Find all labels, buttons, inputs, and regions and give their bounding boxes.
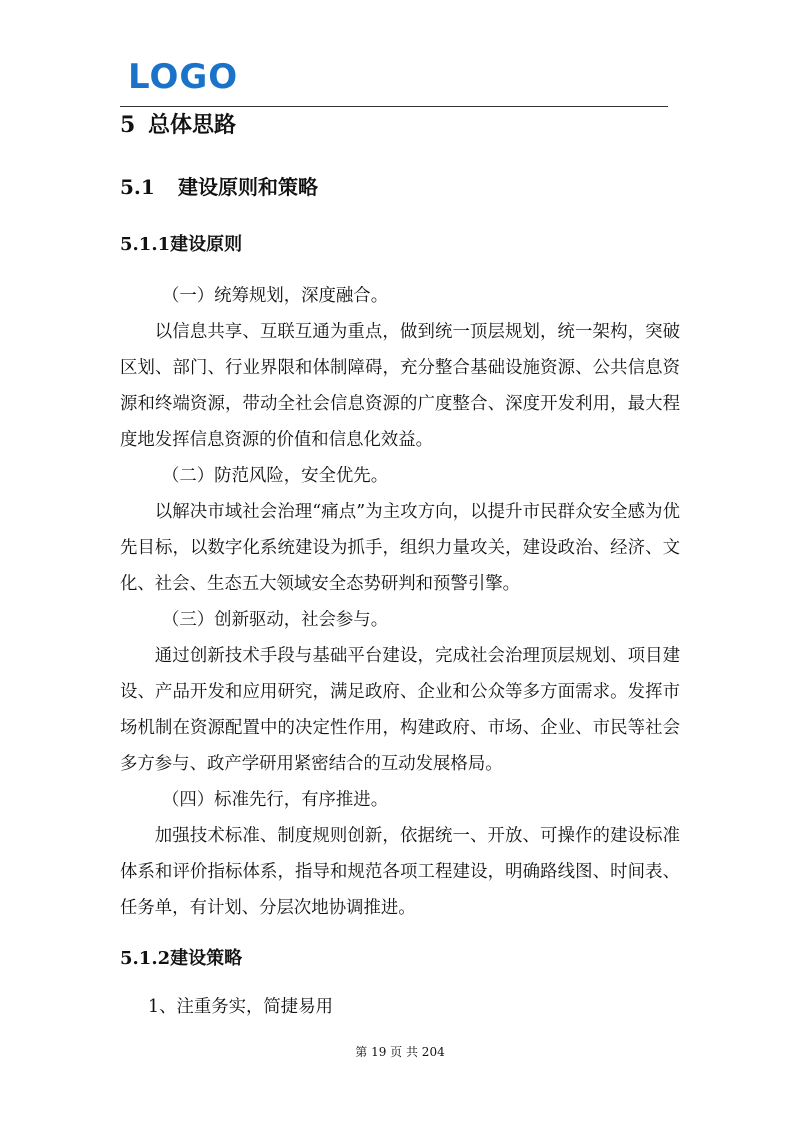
chapter-number: 5 [120, 112, 136, 138]
principle-body: 以解决市域社会治理“痛点”为主攻方向，以提升市民群众安全感为优先目标，以数字化系统建设为抓手，组织力量攻关，建设政治、经济、文化、社会、生态五大领域安全态势研判和预警引擎。 [120, 502, 680, 594]
principle-body: 以信息共享、互联互通为重点，做到统一顶层规划，统一架构，突破区划、部门、行业界限和体制障碍，充分整合基础设施资源、公共信息资源和终端资源，带动全社会信息资源的广度整合、深度开发利用，最大程度地发挥信息资源的价值和信息化效益。 [120, 322, 680, 450]
principle-title: （三）创新驱动，社会参与。 [162, 610, 389, 630]
subsection-title: 建设原则 [170, 234, 243, 255]
chapter-heading [120, 110, 236, 140]
principle-title: （一）统筹规划，深度融合。 [162, 286, 389, 306]
subsection-number: 5.1.1 [120, 234, 171, 255]
subsection-title: 建设策略 [170, 948, 243, 969]
header-divider [120, 106, 668, 107]
principle-body: 加强技术标准、制度规则创新，依据统一、开放、可操作的建设标准体系和评价指标体系，指导和规范各项工程建设，明确路线图、时间表、任务单，有计划、分层次地协调推进。 [120, 826, 680, 918]
subsection-number: 5.1.2 [120, 948, 171, 969]
principles-content [120, 278, 680, 926]
subsection-heading-512 [120, 944, 242, 974]
logo: LOGO [128, 57, 239, 97]
principle-title: （四）标准先行，有序推进。 [162, 790, 389, 810]
strategy-item: 1、注重务实，简捷易用 [148, 997, 333, 1017]
section-heading [120, 172, 318, 202]
section-number: 5.1 [120, 175, 155, 199]
page-footer: 第 19 页 共 204 [355, 1045, 445, 1059]
section-title: 建设原则和策略 [178, 175, 318, 199]
principle-title: （二）防范风险，安全优先。 [162, 466, 389, 486]
subsection-heading-511 [120, 230, 242, 260]
principle-body: 通过创新技术手段与基础平台建设，完成社会治理顶层规划、项目建设、产品开发和应用研究，满足政府、企业和公众等多方面需求。发挥市场机制在资源配置中的决定性作用，构建政府、市场、企业、市民等社会多方参与、政产学研用紧密结合的互动发展格局。 [120, 646, 680, 774]
chapter-title: 总体思路 [148, 112, 237, 138]
